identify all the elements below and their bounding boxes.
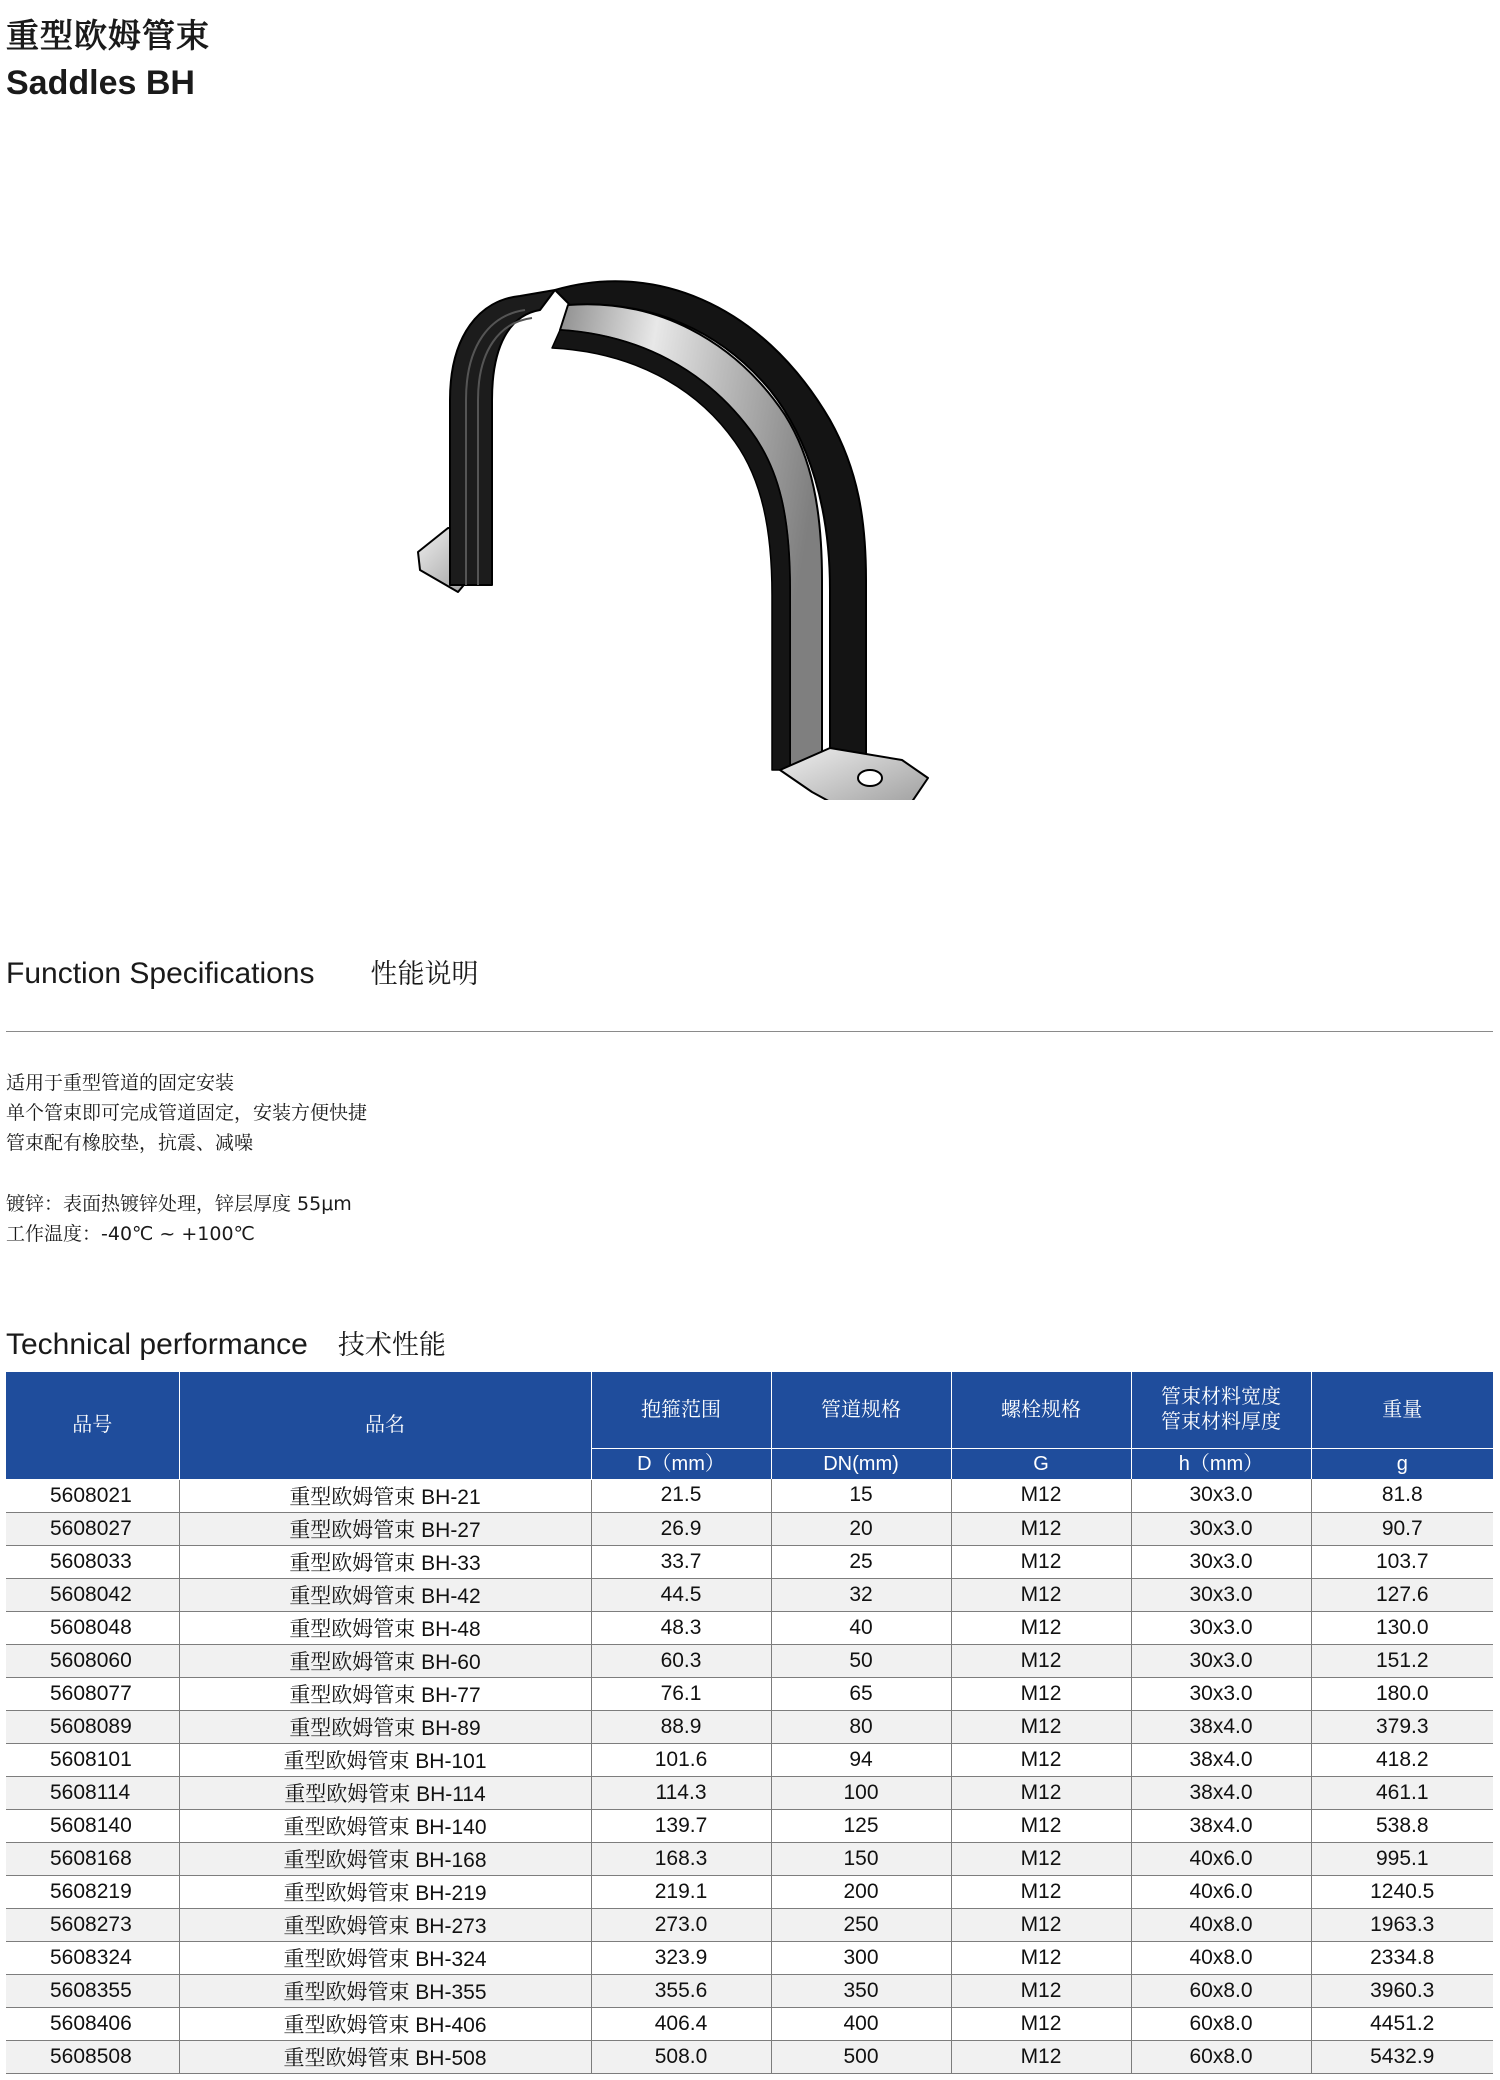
weight-cell: 1240.5 bbox=[1311, 1875, 1493, 1908]
clamp-range-cell: 26.9 bbox=[591, 1512, 771, 1545]
item-no-cell: 5608168 bbox=[6, 1842, 179, 1875]
unit-weight: g bbox=[1311, 1449, 1493, 1480]
table-row bbox=[6, 1908, 1493, 1941]
bolt-size-cell: M12 bbox=[951, 1710, 1131, 1743]
table-row bbox=[6, 1941, 1493, 1974]
function-description bbox=[6, 1068, 367, 1249]
pipe-size-cell: 32 bbox=[771, 1578, 951, 1611]
col-header-band-dimensions bbox=[1131, 1372, 1311, 1449]
pipe-size-cell: 500 bbox=[771, 2040, 951, 2073]
table-header-row bbox=[6, 1372, 1493, 1449]
band-size-cell: 38x4.0 bbox=[1131, 1710, 1311, 1743]
pipe-size-cell: 125 bbox=[771, 1809, 951, 1842]
band-size-cell: 30x3.0 bbox=[1131, 1677, 1311, 1710]
item-no-cell: 5608033 bbox=[6, 1545, 179, 1578]
band-size-cell: 38x4.0 bbox=[1131, 1743, 1311, 1776]
band-size-cell: 30x3.0 bbox=[1131, 1644, 1311, 1677]
product-name-cell: 重型欧姆管束 BH-114 bbox=[179, 1776, 591, 1809]
clamp-range-cell: 114.3 bbox=[591, 1776, 771, 1809]
product-name-cell: 重型欧姆管束 BH-324 bbox=[179, 1941, 591, 1974]
weight-cell: 130.0 bbox=[1311, 1611, 1493, 1644]
product-name-cell: 重型欧姆管束 BH-89 bbox=[179, 1710, 591, 1743]
table-row bbox=[6, 1974, 1493, 2007]
table-row bbox=[6, 1677, 1493, 1710]
table-row bbox=[6, 2007, 1493, 2040]
bolt-size-cell: M12 bbox=[951, 1809, 1131, 1842]
item-no-cell: 5608042 bbox=[6, 1578, 179, 1611]
table-row bbox=[6, 1809, 1493, 1842]
clamp-range-cell: 48.3 bbox=[591, 1611, 771, 1644]
bolt-size-cell: M12 bbox=[951, 1842, 1131, 1875]
item-no-cell: 5608021 bbox=[6, 1479, 179, 1512]
product-name-cell: 重型欧姆管束 BH-48 bbox=[179, 1611, 591, 1644]
clamp-range-cell: 44.5 bbox=[591, 1578, 771, 1611]
item-no-cell: 5608048 bbox=[6, 1611, 179, 1644]
band-size-cell: 30x3.0 bbox=[1131, 1578, 1311, 1611]
product-name-cell: 重型欧姆管束 BH-508 bbox=[179, 2040, 591, 2073]
weight-cell: 379.3 bbox=[1311, 1710, 1493, 1743]
table-row bbox=[6, 1611, 1493, 1644]
bolt-size-cell: M12 bbox=[951, 1875, 1131, 1908]
technical-performance-heading bbox=[6, 1323, 446, 1362]
product-name-cell: 重型欧姆管束 BH-21 bbox=[179, 1479, 591, 1512]
clamp-range-cell: 508.0 bbox=[591, 2040, 771, 2073]
pipe-size-cell: 20 bbox=[771, 1512, 951, 1545]
weight-cell: 2334.8 bbox=[1311, 1941, 1493, 1974]
unit-pipe-size: DN(mm) bbox=[771, 1449, 951, 1480]
galvanizing-spec: 镀锌：表面热镀锌处理，锌层厚度 55μm bbox=[6, 1193, 352, 1215]
clamp-range-cell: 88.9 bbox=[591, 1710, 771, 1743]
clamp-range-cell: 406.4 bbox=[591, 2007, 771, 2040]
table-row bbox=[6, 2040, 1493, 2073]
item-no-cell: 5608355 bbox=[6, 1974, 179, 2007]
bolt-size-cell: M12 bbox=[951, 1512, 1131, 1545]
item-no-cell: 5608101 bbox=[6, 1743, 179, 1776]
band-size-cell: 60x8.0 bbox=[1131, 2040, 1311, 2073]
pipe-size-cell: 50 bbox=[771, 1644, 951, 1677]
col-header-weight: 重量 bbox=[1311, 1372, 1493, 1449]
clamp-range-cell: 355.6 bbox=[591, 1974, 771, 2007]
clamp-range-cell: 21.5 bbox=[591, 1479, 771, 1512]
bolt-size-cell: M12 bbox=[951, 2040, 1131, 2073]
product-name-cell: 重型欧姆管束 BH-168 bbox=[179, 1842, 591, 1875]
product-name-cell: 重型欧姆管束 BH-77 bbox=[179, 1677, 591, 1710]
product-name-cell: 重型欧姆管束 BH-27 bbox=[179, 1512, 591, 1545]
product-name-cell: 重型欧姆管束 BH-140 bbox=[179, 1809, 591, 1842]
item-no-cell: 5608273 bbox=[6, 1908, 179, 1941]
bolt-size-cell: M12 bbox=[951, 1611, 1131, 1644]
technical-title-cn: 技术性能 bbox=[337, 1330, 446, 1361]
clamp-range-cell: 323.9 bbox=[591, 1941, 771, 1974]
item-no-cell: 5608406 bbox=[6, 2007, 179, 2040]
bolt-size-cell: M12 bbox=[951, 1644, 1131, 1677]
item-no-cell: 5608114 bbox=[6, 1776, 179, 1809]
col-header-product-name: 品名 bbox=[179, 1372, 591, 1479]
bolt-size-cell: M12 bbox=[951, 1677, 1131, 1710]
col-header-pipe-size: 管道规格 bbox=[771, 1372, 951, 1449]
saddle-clamp-image bbox=[400, 260, 960, 800]
function-specs-title-en: Function Specifications bbox=[6, 957, 315, 990]
product-name-cell: 重型欧姆管束 BH-355 bbox=[179, 1974, 591, 2007]
table-row bbox=[6, 1512, 1493, 1545]
band-size-cell: 60x8.0 bbox=[1131, 2007, 1311, 2040]
item-no-cell: 5608060 bbox=[6, 1644, 179, 1677]
band-size-cell: 30x3.0 bbox=[1131, 1545, 1311, 1578]
clamp-range-cell: 219.1 bbox=[591, 1875, 771, 1908]
page-title-en: Saddles BH bbox=[6, 64, 195, 102]
description-line: 管束配有橡胶垫，抗震、减噪 bbox=[6, 1132, 254, 1154]
function-specs-title-cn: 性能说明 bbox=[370, 959, 479, 990]
clamp-range-cell: 101.6 bbox=[591, 1743, 771, 1776]
product-name-cell: 重型欧姆管束 BH-33 bbox=[179, 1545, 591, 1578]
bolt-size-cell: M12 bbox=[951, 1479, 1131, 1512]
pipe-size-cell: 400 bbox=[771, 2007, 951, 2040]
weight-cell: 5432.9 bbox=[1311, 2040, 1493, 2073]
weight-cell: 127.6 bbox=[1311, 1578, 1493, 1611]
bolt-size-cell: M12 bbox=[951, 1743, 1131, 1776]
weight-cell: 3960.3 bbox=[1311, 1974, 1493, 2007]
pipe-size-cell: 40 bbox=[771, 1611, 951, 1644]
table-row bbox=[6, 1545, 1493, 1578]
bolt-size-cell: M12 bbox=[951, 1578, 1131, 1611]
weight-cell: 538.8 bbox=[1311, 1809, 1493, 1842]
item-no-cell: 5608508 bbox=[6, 2040, 179, 2073]
weight-cell: 4451.2 bbox=[1311, 2007, 1493, 2040]
clamp-range-cell: 60.3 bbox=[591, 1644, 771, 1677]
description-line: 适用于重型管道的固定安装 bbox=[6, 1072, 235, 1094]
bolt-size-cell: M12 bbox=[951, 2007, 1131, 2040]
pipe-size-cell: 200 bbox=[771, 1875, 951, 1908]
table-body bbox=[6, 1479, 1493, 2073]
item-no-cell: 5608324 bbox=[6, 1941, 179, 1974]
product-name-cell: 重型欧姆管束 BH-42 bbox=[179, 1578, 591, 1611]
weight-cell: 461.1 bbox=[1311, 1776, 1493, 1809]
product-name-cell: 重型欧姆管束 BH-273 bbox=[179, 1908, 591, 1941]
band-size-cell: 30x3.0 bbox=[1131, 1479, 1311, 1512]
col-header-bolt-size: 螺栓规格 bbox=[951, 1372, 1131, 1449]
function-specs-heading bbox=[6, 952, 479, 991]
band-size-cell: 60x8.0 bbox=[1131, 1974, 1311, 2007]
clamp-range-cell: 168.3 bbox=[591, 1842, 771, 1875]
band-size-cell: 40x8.0 bbox=[1131, 1908, 1311, 1941]
bolt-size-cell: M12 bbox=[951, 1908, 1131, 1941]
table-row bbox=[6, 1743, 1493, 1776]
product-name-cell: 重型欧姆管束 BH-219 bbox=[179, 1875, 591, 1908]
description-spacer bbox=[6, 1158, 367, 1189]
col-header-item-no: 品号 bbox=[6, 1372, 179, 1479]
unit-band-dimensions: h（mm） bbox=[1131, 1449, 1311, 1480]
pipe-size-cell: 350 bbox=[771, 1974, 951, 2007]
pipe-size-cell: 150 bbox=[771, 1842, 951, 1875]
band-size-cell: 30x3.0 bbox=[1131, 1512, 1311, 1545]
clamp-range-cell: 76.1 bbox=[591, 1677, 771, 1710]
bolt-size-cell: M12 bbox=[951, 1545, 1131, 1578]
section-divider bbox=[6, 1031, 1493, 1032]
pipe-size-cell: 65 bbox=[771, 1677, 951, 1710]
clamp-range-cell: 139.7 bbox=[591, 1809, 771, 1842]
clamp-range-cell: 33.7 bbox=[591, 1545, 771, 1578]
pipe-size-cell: 100 bbox=[771, 1776, 951, 1809]
band-size-cell: 40x6.0 bbox=[1131, 1842, 1311, 1875]
col-header-band-thickness: 管束材料厚度 bbox=[1161, 1411, 1281, 1433]
table-row bbox=[6, 1710, 1493, 1743]
weight-cell: 151.2 bbox=[1311, 1644, 1493, 1677]
bolt-size-cell: M12 bbox=[951, 1776, 1131, 1809]
clamp-range-cell: 273.0 bbox=[591, 1908, 771, 1941]
item-no-cell: 5608089 bbox=[6, 1710, 179, 1743]
weight-cell: 81.8 bbox=[1311, 1479, 1493, 1512]
description-line: 单个管束即可完成管道固定，安装方便快捷 bbox=[6, 1102, 368, 1124]
page-title-cn: 重型欧姆管束 bbox=[6, 16, 210, 55]
spec-table bbox=[6, 1372, 1493, 2074]
band-size-cell: 40x6.0 bbox=[1131, 1875, 1311, 1908]
pipe-size-cell: 250 bbox=[771, 1908, 951, 1941]
product-name-cell: 重型欧姆管束 BH-406 bbox=[179, 2007, 591, 2040]
weight-cell: 90.7 bbox=[1311, 1512, 1493, 1545]
temperature-spec: 工作温度：-40℃ ~ +100℃ bbox=[6, 1223, 255, 1245]
table-row bbox=[6, 1578, 1493, 1611]
product-name-cell: 重型欧姆管束 BH-60 bbox=[179, 1644, 591, 1677]
table-row bbox=[6, 1644, 1493, 1677]
pipe-size-cell: 94 bbox=[771, 1743, 951, 1776]
weight-cell: 103.7 bbox=[1311, 1545, 1493, 1578]
band-size-cell: 38x4.0 bbox=[1131, 1776, 1311, 1809]
band-size-cell: 38x4.0 bbox=[1131, 1809, 1311, 1842]
item-no-cell: 5608027 bbox=[6, 1512, 179, 1545]
unit-clamp-range: D（mm） bbox=[591, 1449, 771, 1480]
col-header-clamp-range: 抱箍范围 bbox=[591, 1372, 771, 1449]
item-no-cell: 5608219 bbox=[6, 1875, 179, 1908]
bolt-size-cell: M12 bbox=[951, 1974, 1131, 2007]
product-name-cell: 重型欧姆管束 BH-101 bbox=[179, 1743, 591, 1776]
item-no-cell: 5608077 bbox=[6, 1677, 179, 1710]
weight-cell: 180.0 bbox=[1311, 1677, 1493, 1710]
pipe-size-cell: 300 bbox=[771, 1941, 951, 1974]
pipe-size-cell: 15 bbox=[771, 1479, 951, 1512]
table-row bbox=[6, 1875, 1493, 1908]
table-row bbox=[6, 1842, 1493, 1875]
item-no-cell: 5608140 bbox=[6, 1809, 179, 1842]
table-row bbox=[6, 1479, 1493, 1512]
technical-title-en: Technical performance bbox=[6, 1328, 308, 1361]
unit-bolt-size: G bbox=[951, 1449, 1131, 1480]
pipe-size-cell: 80 bbox=[771, 1710, 951, 1743]
weight-cell: 995.1 bbox=[1311, 1842, 1493, 1875]
table-row bbox=[6, 1776, 1493, 1809]
col-header-band-width: 管束材料宽度 bbox=[1161, 1386, 1281, 1408]
weight-cell: 1963.3 bbox=[1311, 1908, 1493, 1941]
weight-cell: 418.2 bbox=[1311, 1743, 1493, 1776]
pipe-size-cell: 25 bbox=[771, 1545, 951, 1578]
band-size-cell: 30x3.0 bbox=[1131, 1611, 1311, 1644]
bolt-size-cell: M12 bbox=[951, 1941, 1131, 1974]
band-size-cell: 40x8.0 bbox=[1131, 1941, 1311, 1974]
